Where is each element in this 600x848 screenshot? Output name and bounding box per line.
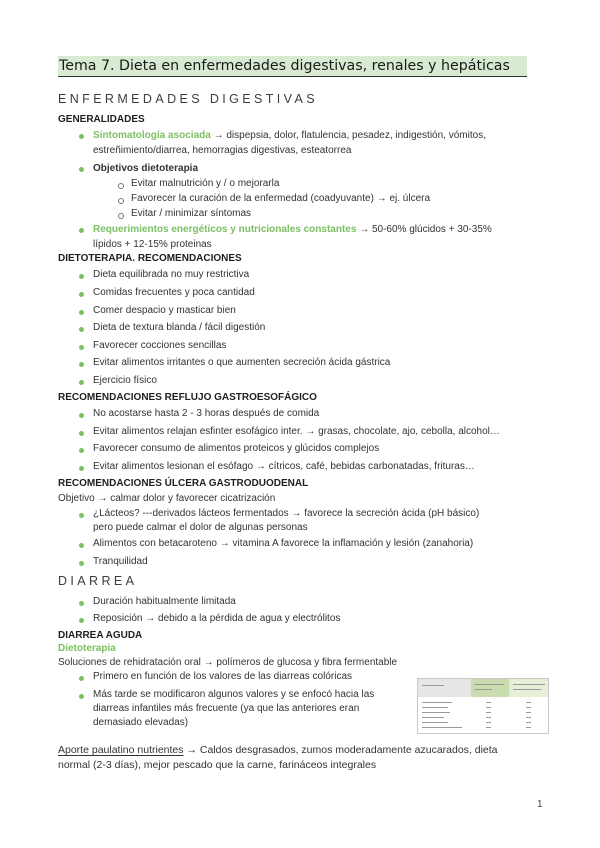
- sintomatologia-line-1: [93, 128, 542, 143]
- ulcera-item-1-line-2: pero puede calmar el dolor de algunas personas: [93, 522, 308, 533]
- table-cell-text: [422, 702, 452, 703]
- table-cell-text: [526, 707, 531, 708]
- bullet-icon: [78, 556, 86, 564]
- table-cell-text: [486, 722, 491, 723]
- diarrea-aguda-item-2-line-1: Más tarde se modificaron algunos valores y se enfocó hacia las: [93, 689, 375, 700]
- bullet-icon: [78, 443, 86, 451]
- bullet-icon: [78, 223, 86, 231]
- sintomatologia-line-2: estreñimiento/diarrea, hemorragias digestivas, esteatorrea: [93, 145, 352, 156]
- page-number: 1: [537, 799, 543, 810]
- subheading-dietoterapia: Dietoterapia: [58, 643, 116, 654]
- requerimientos-text-1: → 50-60% glúcidos + 30-35%: [359, 224, 492, 235]
- recomendacion-item: Ejercicio físico: [93, 375, 157, 386]
- table-cell-text: [422, 717, 444, 718]
- bullet-icon: [78, 269, 86, 277]
- bullet-icon: [78, 408, 86, 416]
- heading-generalidades: GENERALIDADES: [58, 114, 145, 125]
- table-cell-text: [486, 702, 491, 703]
- rehydration-table-image: [417, 678, 549, 734]
- sub-bullet-icon: [117, 178, 125, 186]
- bullet-icon: [78, 340, 86, 348]
- ulcera-item-1-line-1: ¿Lácteos? ---derivados lácteos fermentados → favorece la secreción ácida (pH básico): [93, 508, 480, 519]
- bullet-icon: [78, 305, 86, 313]
- objetivo-item-3: Evitar / minimizar síntomas: [131, 208, 252, 219]
- table-cell-text: [422, 707, 448, 708]
- reflujo-item: No acostarse hasta 2 - 3 horas después de comida: [93, 408, 320, 419]
- sintomatologia-text-1: → dispepsia, dolor, flatulencia, pesadez, indigestión, vómitos,: [213, 130, 486, 141]
- heading-ulcera: RECOMENDACIONES ÚLCERA GASTRODUODENAL: [58, 478, 309, 489]
- sub-bullet-icon: [117, 193, 125, 201]
- reflujo-item: Evitar alimentos lesionan el esófago → cítricos, café, bebidas carbonatadas, frituras…: [93, 461, 475, 472]
- recomendacion-item: Comer despacio y masticar bien: [93, 305, 236, 316]
- document-title: Tema 7. Dieta en enfermedades digestivas, renales y hepáticas: [58, 56, 527, 77]
- table-cell-text: [486, 727, 491, 728]
- aporte-label: Aporte paulatino nutrientes: [58, 744, 184, 756]
- recomendacion-item: Comidas frecuentes y poca cantidad: [93, 287, 255, 298]
- recomendacion-item: Dieta de textura blanda / fácil digestión: [93, 322, 266, 333]
- requerimientos-label: Requerimientos energéticos y nutricionales constantes: [93, 224, 357, 235]
- table-cell-text: [526, 722, 531, 723]
- ulcera-objetivo: Objetivo → calmar dolor y favorecer cicatrización: [58, 493, 276, 504]
- bullet-icon: [78, 375, 86, 383]
- objetivo-item-1: Evitar malnutrición y / o mejorarla: [131, 178, 280, 189]
- diarrea-item: Duración habitualmente limitada: [93, 596, 236, 607]
- bullet-icon: [78, 357, 86, 365]
- table-header-text: [513, 684, 545, 685]
- ulcera-item-3: Tranquilidad: [93, 556, 148, 567]
- diarrea-item: Reposición → debido a la pérdida de agua y electrólitos: [93, 613, 341, 624]
- heading-recomendaciones: DIETOTERAPIA. RECOMENDACIONES: [58, 253, 242, 264]
- bullet-icon: [78, 596, 86, 604]
- table-header-green: [471, 679, 509, 697]
- table-header-text: [474, 689, 492, 690]
- diarrea-aguda-intro: Soluciones de rehidratación oral → polímeros de glucosa y fibra fermentable: [58, 657, 398, 668]
- sub-bullet-icon: [117, 208, 125, 216]
- bullet-icon: [78, 538, 86, 546]
- table-cell-text: [486, 712, 491, 713]
- table-cell-text: [526, 702, 531, 703]
- table-cell-text: [486, 707, 491, 708]
- table-cell-text: [526, 727, 531, 728]
- bullet-icon: [78, 461, 86, 469]
- bullet-icon: [78, 162, 86, 170]
- bullet-icon: [78, 129, 86, 137]
- table-cell-text: [422, 722, 448, 723]
- aporte-line-2: normal (2-3 días), mejor pescado que la carne, farináceos integrales: [58, 759, 377, 771]
- heading-reflujo: RECOMENDACIONES REFLUJO GASTROESOFÁGICO: [58, 392, 317, 403]
- aporte-line-1: [58, 743, 542, 758]
- requerimientos-line-2: lípidos + 12-15% proteinas: [93, 239, 212, 250]
- reflujo-item: Favorecer consumo de alimentos proteicos y glúcidos complejos: [93, 443, 380, 454]
- bullet-icon: [78, 689, 86, 697]
- recomendacion-item: Dieta equilibrada no muy restrictiva: [93, 269, 250, 280]
- bullet-icon: [78, 287, 86, 295]
- table-cell-text: [422, 727, 462, 728]
- table-header-text: [422, 685, 444, 686]
- heading-diarrea-aguda: DIARREA AGUDA: [58, 630, 143, 641]
- table-cell-text: [526, 712, 531, 713]
- reflujo-item: Evitar alimentos relajan esfinter esofágico inter. → grasas, chocolate, ajo, cebolla, alcohol…: [93, 426, 500, 437]
- bullet-icon: [78, 671, 86, 679]
- section-title-diarrea: DIARREA: [58, 574, 138, 588]
- table-header-text: [474, 684, 504, 685]
- sintomatologia-label: Síntomatología asociada: [93, 130, 211, 141]
- objetivos-label: Objetivos dietoterapia: [93, 163, 199, 174]
- diarrea-aguda-item-2-line-3: demasiado elevadas): [93, 717, 189, 728]
- recomendacion-item: Favorecer cocciones sencillas: [93, 340, 227, 351]
- ulcera-item-2: Alimentos con betacaroteno → vitamina A favorece la inflamación y lesión (zanahoria): [93, 538, 474, 549]
- aporte-text-1: → Caldos desgrasados, zumos moderadamente azucarados, dieta: [186, 744, 498, 756]
- table-cell-text: [422, 712, 450, 713]
- requerimientos-line-1: [93, 222, 542, 237]
- table-header-light-green: [510, 679, 548, 697]
- bullet-icon: [78, 613, 86, 621]
- table-header-text: [513, 689, 541, 690]
- bullet-icon: [78, 322, 86, 330]
- bullet-icon: [78, 508, 86, 516]
- diarrea-aguda-item-1: Primero en función de los valores de las diarreas colóricas: [93, 671, 353, 682]
- objetivo-item-2: Favorecer la curación de la enfermedad (coadyuvante) → ej. úlcera: [131, 193, 431, 204]
- section-title-digestivas: ENFERMEDADES DIGESTIVAS: [58, 92, 318, 106]
- table-cell-text: [486, 717, 491, 718]
- diarrea-aguda-item-2-line-2: diarreas infantiles más frecuente (ya que las anteriores eran: [93, 703, 360, 714]
- recomendacion-item: Evitar alimentos irritantes o que aumenten secreción ácida gástrica: [93, 357, 391, 368]
- bullet-icon: [78, 426, 86, 434]
- table-cell-text: [526, 717, 531, 718]
